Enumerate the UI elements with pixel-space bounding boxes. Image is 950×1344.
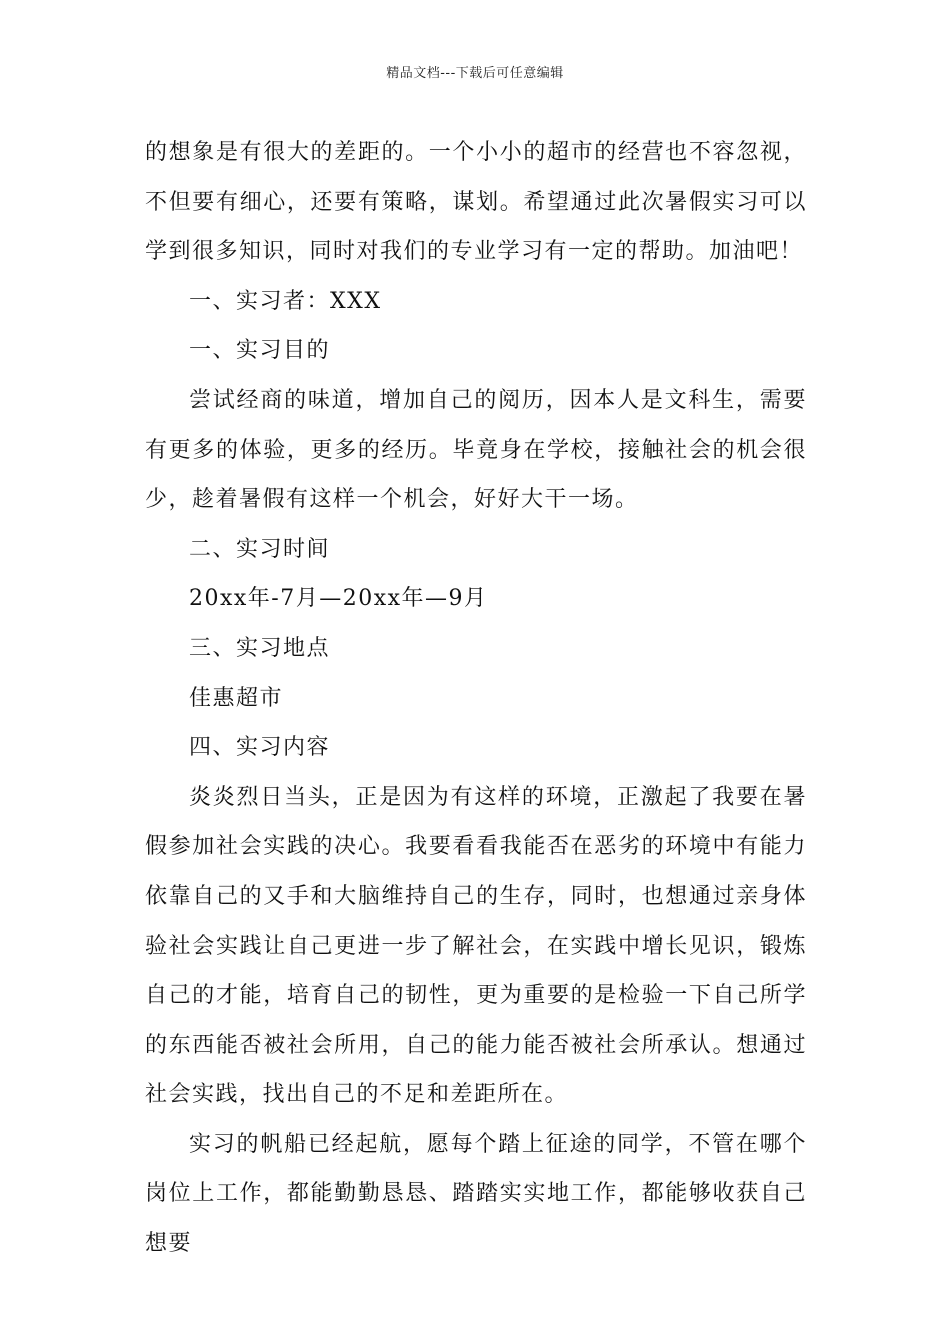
paragraph-closing: 实习的帆船已经起航，愿每个踏上征途的同学，不管在哪个岗位上工作，都能勤勤恳恳、踏踏实实地工作，都能够收获自己想要 xyxy=(145,1131,807,1257)
heading-location: 三、实习地点 xyxy=(189,635,331,661)
paragraph-content: 炎炎烈日当头，正是因为有这样的环境，正激起了我要在暑假参加社会实践的决心。我要看看我能否在恶劣的环境中有能力依靠自己的又手和大脑维持自己的生存，同时，也想通过亲身体验社会实践让自己更进一步了解社会，在实践中增长见识，锻炼自己的才能，培育自己的韧性，更为重要的是检验一下自己所学的东西能否被社会所用，自己的能力能否被社会所承认。想通过社会实践，找出自己的不足和差距所在。 xyxy=(145,784,807,1108)
heading-purpose: 一、实习目的 xyxy=(189,338,331,364)
paragraph-continuation: 的想象是有很大的差距的。一个小小的超市的经营也不容忽视，不但要有细心，还要有策略，谋划。希望通过此次暑假实习可以学到很多知识，同时对我们的专业学习有一定的帮助。加油吧！ xyxy=(145,140,807,265)
heading-time: 二、实习时间 xyxy=(189,536,331,562)
paragraph-intern-name: 一、实习者：XXX xyxy=(189,288,382,314)
heading-content: 四、实习内容 xyxy=(189,735,331,761)
paragraph-location: 佳惠超市 xyxy=(189,685,284,711)
page-header: 精品文档---下载后可任意编辑 xyxy=(386,66,564,81)
paragraph-time: 20xx年-7月—20xx年—9月 xyxy=(189,586,488,612)
document-body xyxy=(145,128,807,1269)
paragraph-purpose: 尝试经商的味道，增加自己的阅历，因本人是文科生，需要有更多的体验，更多的经历。毕竟身在学校，接触社会的机会很少，趁着暑假有这样一个机会，好好大干一场。 xyxy=(145,387,807,513)
